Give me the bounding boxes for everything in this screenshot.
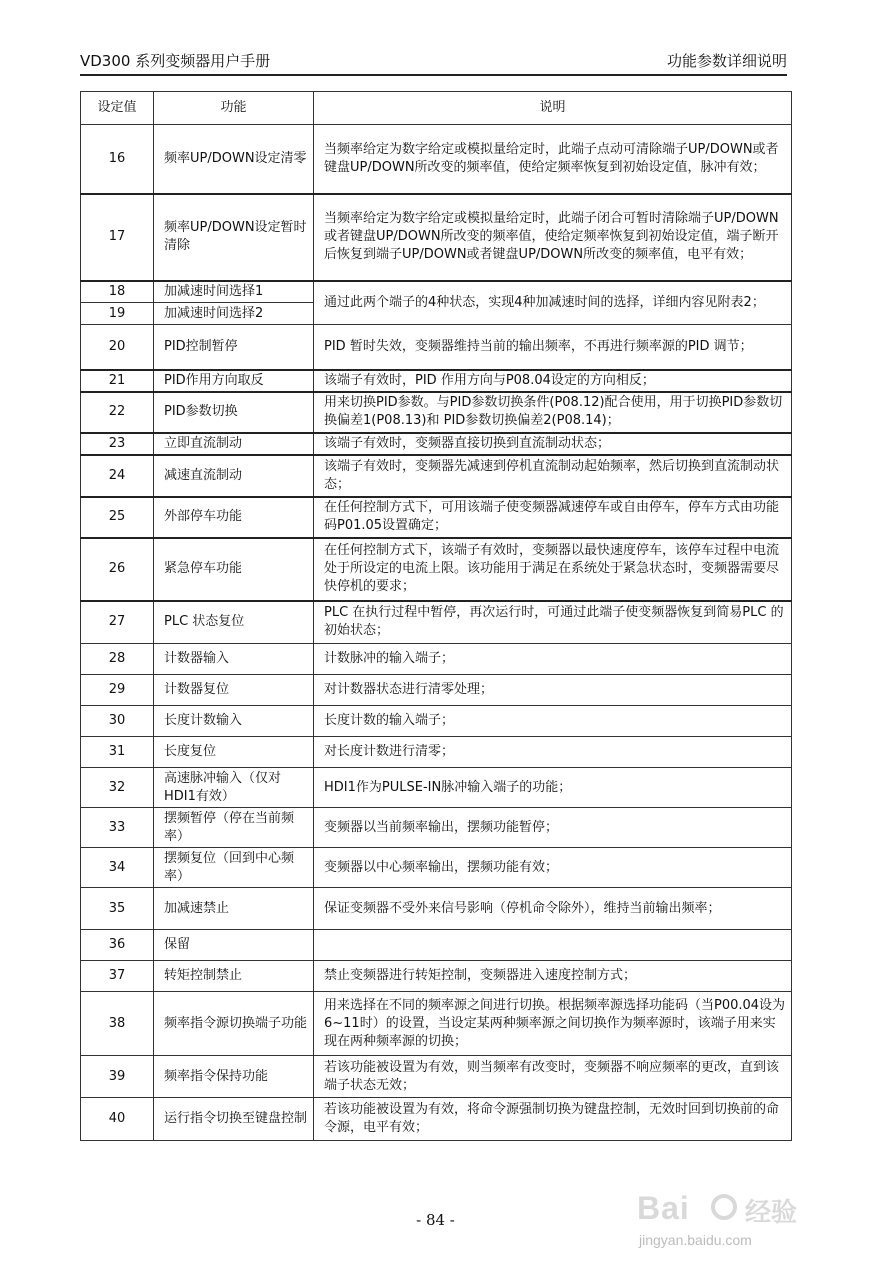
setting-value: 33	[81, 808, 154, 848]
table-row	[81, 194, 792, 281]
function-name: 紧急停车功能	[154, 538, 314, 601]
setting-value: 16	[81, 125, 154, 194]
watermark-url: jingyan.baidu.com	[639, 1232, 752, 1248]
function-description: 长度计数的输入端子；	[314, 706, 792, 737]
function-name: PID参数切换	[154, 392, 314, 433]
setting-value: 27	[81, 601, 154, 644]
function-name: 计数器复位	[154, 675, 314, 706]
setting-value: 28	[81, 644, 154, 675]
setting-value: 35	[81, 888, 154, 930]
table-row	[81, 992, 792, 1056]
setting-value: 20	[81, 325, 154, 370]
function-name: 频率UP/DOWN设定暂时清除	[154, 194, 314, 281]
function-description: 当频率给定为数字给定或模拟量给定时，此端子点动可清除端子UP/DOWN或者键盘UP/DOWN所改变的频率值，使给定频率恢复到初始设定值，脉冲有效；	[314, 125, 792, 194]
function-description: 计数脉冲的输入端子；	[314, 644, 792, 675]
section-title: 功能参数详细说明	[666, 52, 787, 70]
table-row	[81, 706, 792, 737]
function-description: 该端子有效时，PID 作用方向与P08.04设定的方向相反；	[314, 370, 792, 392]
column-header-description: 说明	[314, 92, 792, 125]
function-description: 变频器以中心频率输出，摆频功能有效；	[314, 848, 792, 888]
function-name: 摆频复位（回到中心频率）	[154, 848, 314, 888]
table-row	[81, 281, 792, 303]
setting-value: 18	[81, 281, 154, 303]
table-row	[81, 325, 792, 370]
setting-value: 40	[81, 1098, 154, 1141]
function-description: PID 暂时失效，变频器维持当前的输出频率，不再进行频率源的PID 调节；	[314, 325, 792, 370]
function-parameter-table	[80, 91, 792, 1141]
table-row	[81, 1098, 792, 1141]
page-header	[80, 48, 787, 76]
function-description: 用来选择在不同的频率源之间进行切换。根据频率源选择功能码（当P00.04设为6~11时）的设置，当设定某两种频率源之间切换作为频率源时，该端子用来实现在两种频率源的切换；	[314, 992, 792, 1056]
function-name: 转矩控制禁止	[154, 961, 314, 992]
setting-value: 34	[81, 848, 154, 888]
table-row	[81, 930, 792, 961]
table-row	[81, 675, 792, 706]
function-name: 外部停车功能	[154, 497, 314, 538]
function-name: 立即直流制动	[154, 433, 314, 455]
setting-value: 39	[81, 1056, 154, 1098]
function-description: 对计数器状态进行清零处理；	[314, 675, 792, 706]
function-name: 摆频暂停（停在当前频率）	[154, 808, 314, 848]
function-name: PLC 状态复位	[154, 601, 314, 644]
table-row	[81, 538, 792, 601]
function-description: 当频率给定为数字给定或模拟量给定时，此端子闭合可暂时清除端子UP/DOWN或者键盘UP/DOWN所改变的频率值，使给定频率恢复到初始设定值，端子断开后恢复到端子UP/DOWN或者键盘UP/DOWN所改变的频率值，电平有效；	[314, 194, 792, 281]
setting-value: 37	[81, 961, 154, 992]
function-description: 若该功能被设置为有效，将命令源强制切换为键盘控制，无效时回到切换前的命令源，电平有效；	[314, 1098, 792, 1141]
setting-value: 26	[81, 538, 154, 601]
table-row	[81, 768, 792, 808]
table-row	[81, 455, 792, 497]
function-name: 运行指令切换至键盘控制	[154, 1098, 314, 1141]
function-name: 减速直流制动	[154, 455, 314, 497]
page-number: - 84 -	[416, 1211, 455, 1229]
function-name: 保留	[154, 930, 314, 961]
function-description: 禁止变频器进行转矩控制，变频器进入速度控制方式；	[314, 961, 792, 992]
setting-value: 32	[81, 768, 154, 808]
setting-value: 22	[81, 392, 154, 433]
function-description: 在任何控制方式下，可用该端子使变频器减速停车或自由停车，停车方式由功能码P01.05设置确定；	[314, 497, 792, 538]
column-header-value: 设定值	[81, 92, 154, 125]
function-description: 用来切换PID参数。与PID参数切换条件(P08.12)配合使用，用于切换PID参数切换偏差1(P08.13)和 PID参数切换偏差2(P08.14)；	[314, 392, 792, 433]
paw-icon	[711, 1194, 737, 1220]
function-name: 长度计数输入	[154, 706, 314, 737]
function-description: 通过此两个端子的4种状态，实现4种加减速时间的选择，详细内容见附表2；	[314, 281, 792, 325]
watermark-brand: Bai	[637, 1190, 690, 1226]
table-row	[81, 125, 792, 194]
setting-value: 30	[81, 706, 154, 737]
function-name: 计数器输入	[154, 644, 314, 675]
table-row	[81, 433, 792, 455]
function-description: PLC 在执行过程中暂停，再次运行时，可通过此端子使变频器恢复到简易PLC 的初始状态；	[314, 601, 792, 644]
table-row	[81, 888, 792, 930]
function-description: 若该功能被设置为有效，则当频率有改变时，变频器不响应频率的更改，直到该端子状态无效；	[314, 1056, 792, 1098]
table-row	[81, 644, 792, 675]
function-name: 加减速时间选择1	[154, 281, 314, 303]
function-name: 频率指令源切换端子功能	[154, 992, 314, 1056]
table-row	[81, 1056, 792, 1098]
setting-value: 17	[81, 194, 154, 281]
setting-value: 23	[81, 433, 154, 455]
table-row	[81, 808, 792, 848]
function-name: 长度复位	[154, 737, 314, 768]
setting-value: 19	[81, 303, 154, 325]
setting-value: 38	[81, 992, 154, 1056]
setting-value: 24	[81, 455, 154, 497]
function-description	[314, 930, 792, 961]
function-description: 该端子有效时，变频器直接切换到直流制动状态；	[314, 433, 792, 455]
function-description: 变频器以当前频率输出，摆频功能暂停；	[314, 808, 792, 848]
function-name: 频率指令保持功能	[154, 1056, 314, 1098]
baidu-jingyan-watermark	[637, 1190, 837, 1252]
function-name: 加减速禁止	[154, 888, 314, 930]
table-row	[81, 737, 792, 768]
manual-title: VD300 系列变频器用户手册	[80, 52, 271, 70]
setting-value: 31	[81, 737, 154, 768]
table-row	[81, 961, 792, 992]
setting-value: 25	[81, 497, 154, 538]
table-row	[81, 497, 792, 538]
setting-value: 21	[81, 370, 154, 392]
function-name: 频率UP/DOWN设定清零	[154, 125, 314, 194]
function-description: 该端子有效时，变频器先减速到停机直流制动起始频率，然后切换到直流制动状态；	[314, 455, 792, 497]
table-row	[81, 370, 792, 392]
watermark-brand-tail: 经验	[745, 1198, 798, 1228]
function-description: HDI1作为PULSE-IN脉冲输入端子的功能；	[314, 768, 792, 808]
function-name: 加减速时间选择2	[154, 303, 314, 325]
function-description: 保证变频器不受外来信号影响（停机命令除外），维持当前输出频率；	[314, 888, 792, 930]
table-row	[81, 392, 792, 433]
table-row	[81, 601, 792, 644]
setting-value: 36	[81, 930, 154, 961]
setting-value: 29	[81, 675, 154, 706]
function-name: 高速脉冲输入（仅对HDI1有效）	[154, 768, 314, 808]
function-description: 对长度计数进行清零；	[314, 737, 792, 768]
function-description: 在任何控制方式下，该端子有效时，变频器以最快速度停车，该停车过程中电流处于所设定的电流上限。该功能用于满足在系统处于紧急状态时，变频器需要尽快停机的要求；	[314, 538, 792, 601]
table-row	[81, 848, 792, 888]
function-name: PID作用方向取反	[154, 370, 314, 392]
function-name: PID控制暂停	[154, 325, 314, 370]
column-header-function: 功能	[154, 92, 314, 125]
